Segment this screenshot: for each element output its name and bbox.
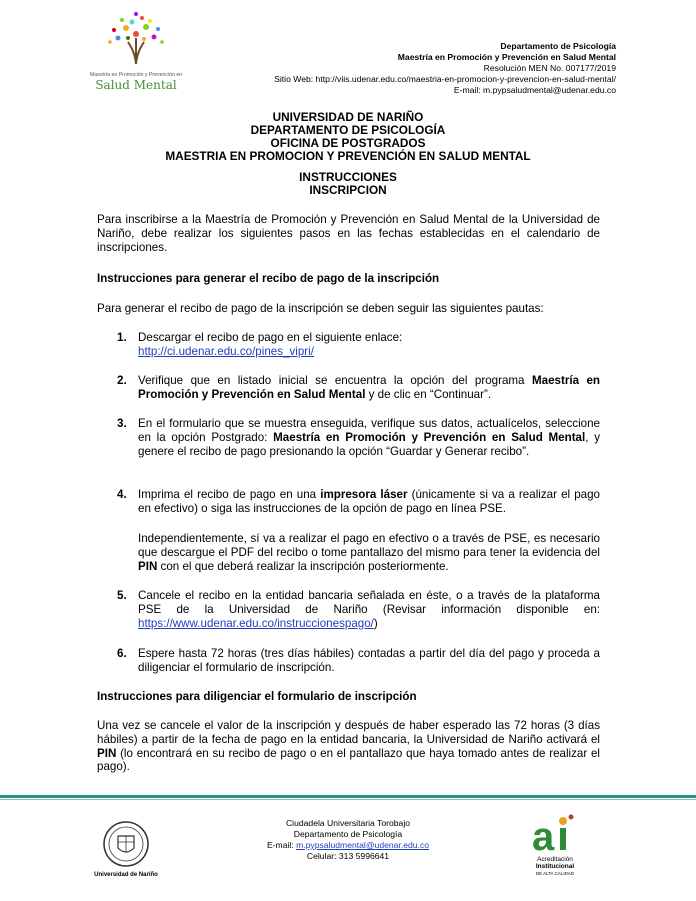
header-info — [196, 41, 616, 96]
step5-text-a: Cancele el recibo en la entidad bancaria señalada en éste, o a través de la plataforma PSE de la Universidad de Nariño (Revisar información disponible en: — [138, 589, 600, 616]
instructions-title — [0, 171, 696, 197]
header-resolution: Resolución MEN No. 007177/2019 — [483, 63, 616, 73]
step3-text-c: , y genere el recibo de pago presionando la opción “Guardar y Generar recibo”. — [138, 430, 600, 458]
title-department: DEPARTAMENTO DE PSICOLOGÍA — [250, 123, 446, 137]
footer-divider-thin — [0, 799, 696, 800]
ai-logo-text — [520, 856, 590, 877]
step3 — [138, 417, 600, 458]
header-program: Maestría en Promoción y Prevención en Salud Mental — [397, 52, 616, 62]
ai-logo-text1: Acreditación — [537, 856, 573, 863]
intro-paragraph: Para inscribirse a la Maestría de Promoción y Prevención en Salud Mental de la Universidad de Nariño, debe realizar los siguientes pasos en las fechas establecidas en el calendario de inscripciones. — [97, 213, 600, 254]
footer-line1: Ciudadela Universitaria Torobajo — [285, 818, 411, 828]
step4-text-c: (únicamente si va a realizar el pago en efectivo) o siga las instrucciones de la opción de pago en línea PSE. — [138, 488, 600, 515]
step4-note — [138, 532, 600, 573]
step2 — [138, 374, 600, 402]
footer-email-label: E-mail: — [266, 840, 297, 850]
footer-line2: Departamento de Psicología — [293, 829, 403, 839]
footer-email-link[interactable]: m.pypsaludmental@udenar.edu.co — [296, 840, 430, 850]
step2-text-a: Verifique que en listado inicial se encuentra la opción del programa — [138, 374, 532, 387]
section2-heading: Instrucciones para diligenciar el formulario de inscripción — [97, 690, 417, 703]
section2-paragraph — [97, 719, 600, 774]
title-instr1: INSTRUCCIONES — [299, 170, 397, 184]
step6: Espere hasta 72 horas (tres días hábiles) contadas a partir del día del pago y proceda a diligenciar el formulario de inscripción. — [138, 647, 600, 674]
section2-text-c: (lo encontrará en su recibo de pago o en el pantallazo que haya tomado antes de realizar el pago). — [97, 746, 600, 774]
footer-contact — [0, 818, 696, 862]
title-program: MAESTRIA EN PROMOCION Y PREVENCIÓN EN SALUD MENTAL — [165, 149, 531, 163]
step5-text-c: ) — [373, 616, 378, 630]
section2-pin: PIN — [97, 746, 117, 760]
step3-number: 3. — [117, 417, 127, 430]
pin-receipt-link[interactable]: http://ci.udenar.edu.co/pines_vipri/ — [138, 344, 314, 358]
section1-heading: Instrucciones para generar el recibo de pago de la inscripción — [97, 272, 440, 285]
title-instr2: INSCRIPCION — [309, 183, 387, 197]
footer-phone: Celular: 313 5996641 — [306, 851, 390, 861]
step2-program-name: Maestría en Promoción y Prevención en Salud Mental — [138, 374, 600, 401]
step4-note-c: con el que deberá realizar la inscripción posteriormente. — [157, 559, 449, 573]
udenar-logo-text: Universidad de Nariño — [94, 872, 158, 878]
logo-line1: Maestría en Promoción y Prevención en — [89, 72, 183, 78]
svg-text:a: a — [532, 815, 555, 856]
step1-text: Descargar el recibo de pago en el siguiente enlace: — [138, 331, 403, 344]
step1 — [138, 331, 600, 359]
step4-note-pin: PIN — [138, 559, 158, 573]
step4 — [138, 488, 600, 516]
step2-text-c: y de clic en “Continuar”. — [365, 387, 492, 401]
step4-printer: impresora láser — [320, 488, 408, 501]
step5 — [138, 589, 600, 630]
footer-divider — [0, 795, 696, 798]
header-department: Departamento de Psicología — [500, 41, 616, 51]
title-university: UNIVERSIDAD DE NARIÑO — [272, 110, 424, 124]
accreditation-logo — [520, 812, 590, 892]
step2-number: 2. — [117, 374, 127, 387]
title-office: OFICINA DE POSTGRADOS — [270, 136, 426, 150]
ai-logo-text2: Institucional — [535, 863, 575, 870]
program-logo — [88, 8, 184, 100]
document-titles — [0, 111, 696, 163]
step4-text-a: Imprima el recibo de pago en una — [138, 488, 321, 501]
footer-email-row — [0, 840, 696, 851]
step3-text-a: En el formulario que se muestra enseguida, verifique sus datos, actualícelos, seleccione en la opción Postgrado: — [138, 417, 600, 444]
header-website: Sitio Web: http://viis.udenar.edu.co/maestria-en-promocion-y-prevencion-en-salud-mental/ — [274, 74, 616, 84]
step3-program-name: Maestría en Promoción y Prevención en Salud Mental — [273, 430, 586, 444]
logo-line2: Salud Mental — [95, 78, 177, 92]
header-email: E-mail: m.pypsaludmental@udenar.edu.co — [453, 85, 616, 95]
step6-number: 6. — [117, 647, 127, 660]
ai-accreditation-icon — [520, 812, 590, 856]
ai-logo-text3: DE ALTA CALIDAD — [535, 871, 575, 876]
section1-lead: Para generar el recibo de pago de la inscripción se deben seguir las siguientes pautas: — [97, 302, 544, 315]
step1-number: 1. — [117, 331, 127, 344]
step4-number: 4. — [117, 488, 127, 501]
step5-number: 5. — [117, 589, 127, 602]
step4-note-a: Independientemente, sí va a realizar el pago en efectivo o a través de PSE, es necesario que descargue el PDF del recibo o tome pantallazo del mismo para tener la evidencia del — [138, 532, 600, 559]
payment-instructions-link[interactable]: https://www.udenar.edu.co/instruccionespago/ — [138, 616, 374, 630]
section2-text-a: Una vez se cancele el valor de la inscripción y después de haber esperado las 72 horas (3 días hábiles) a partir de la fecha de pago en la entidad bancaria, la Universidad de Nariño activará el — [97, 719, 600, 746]
